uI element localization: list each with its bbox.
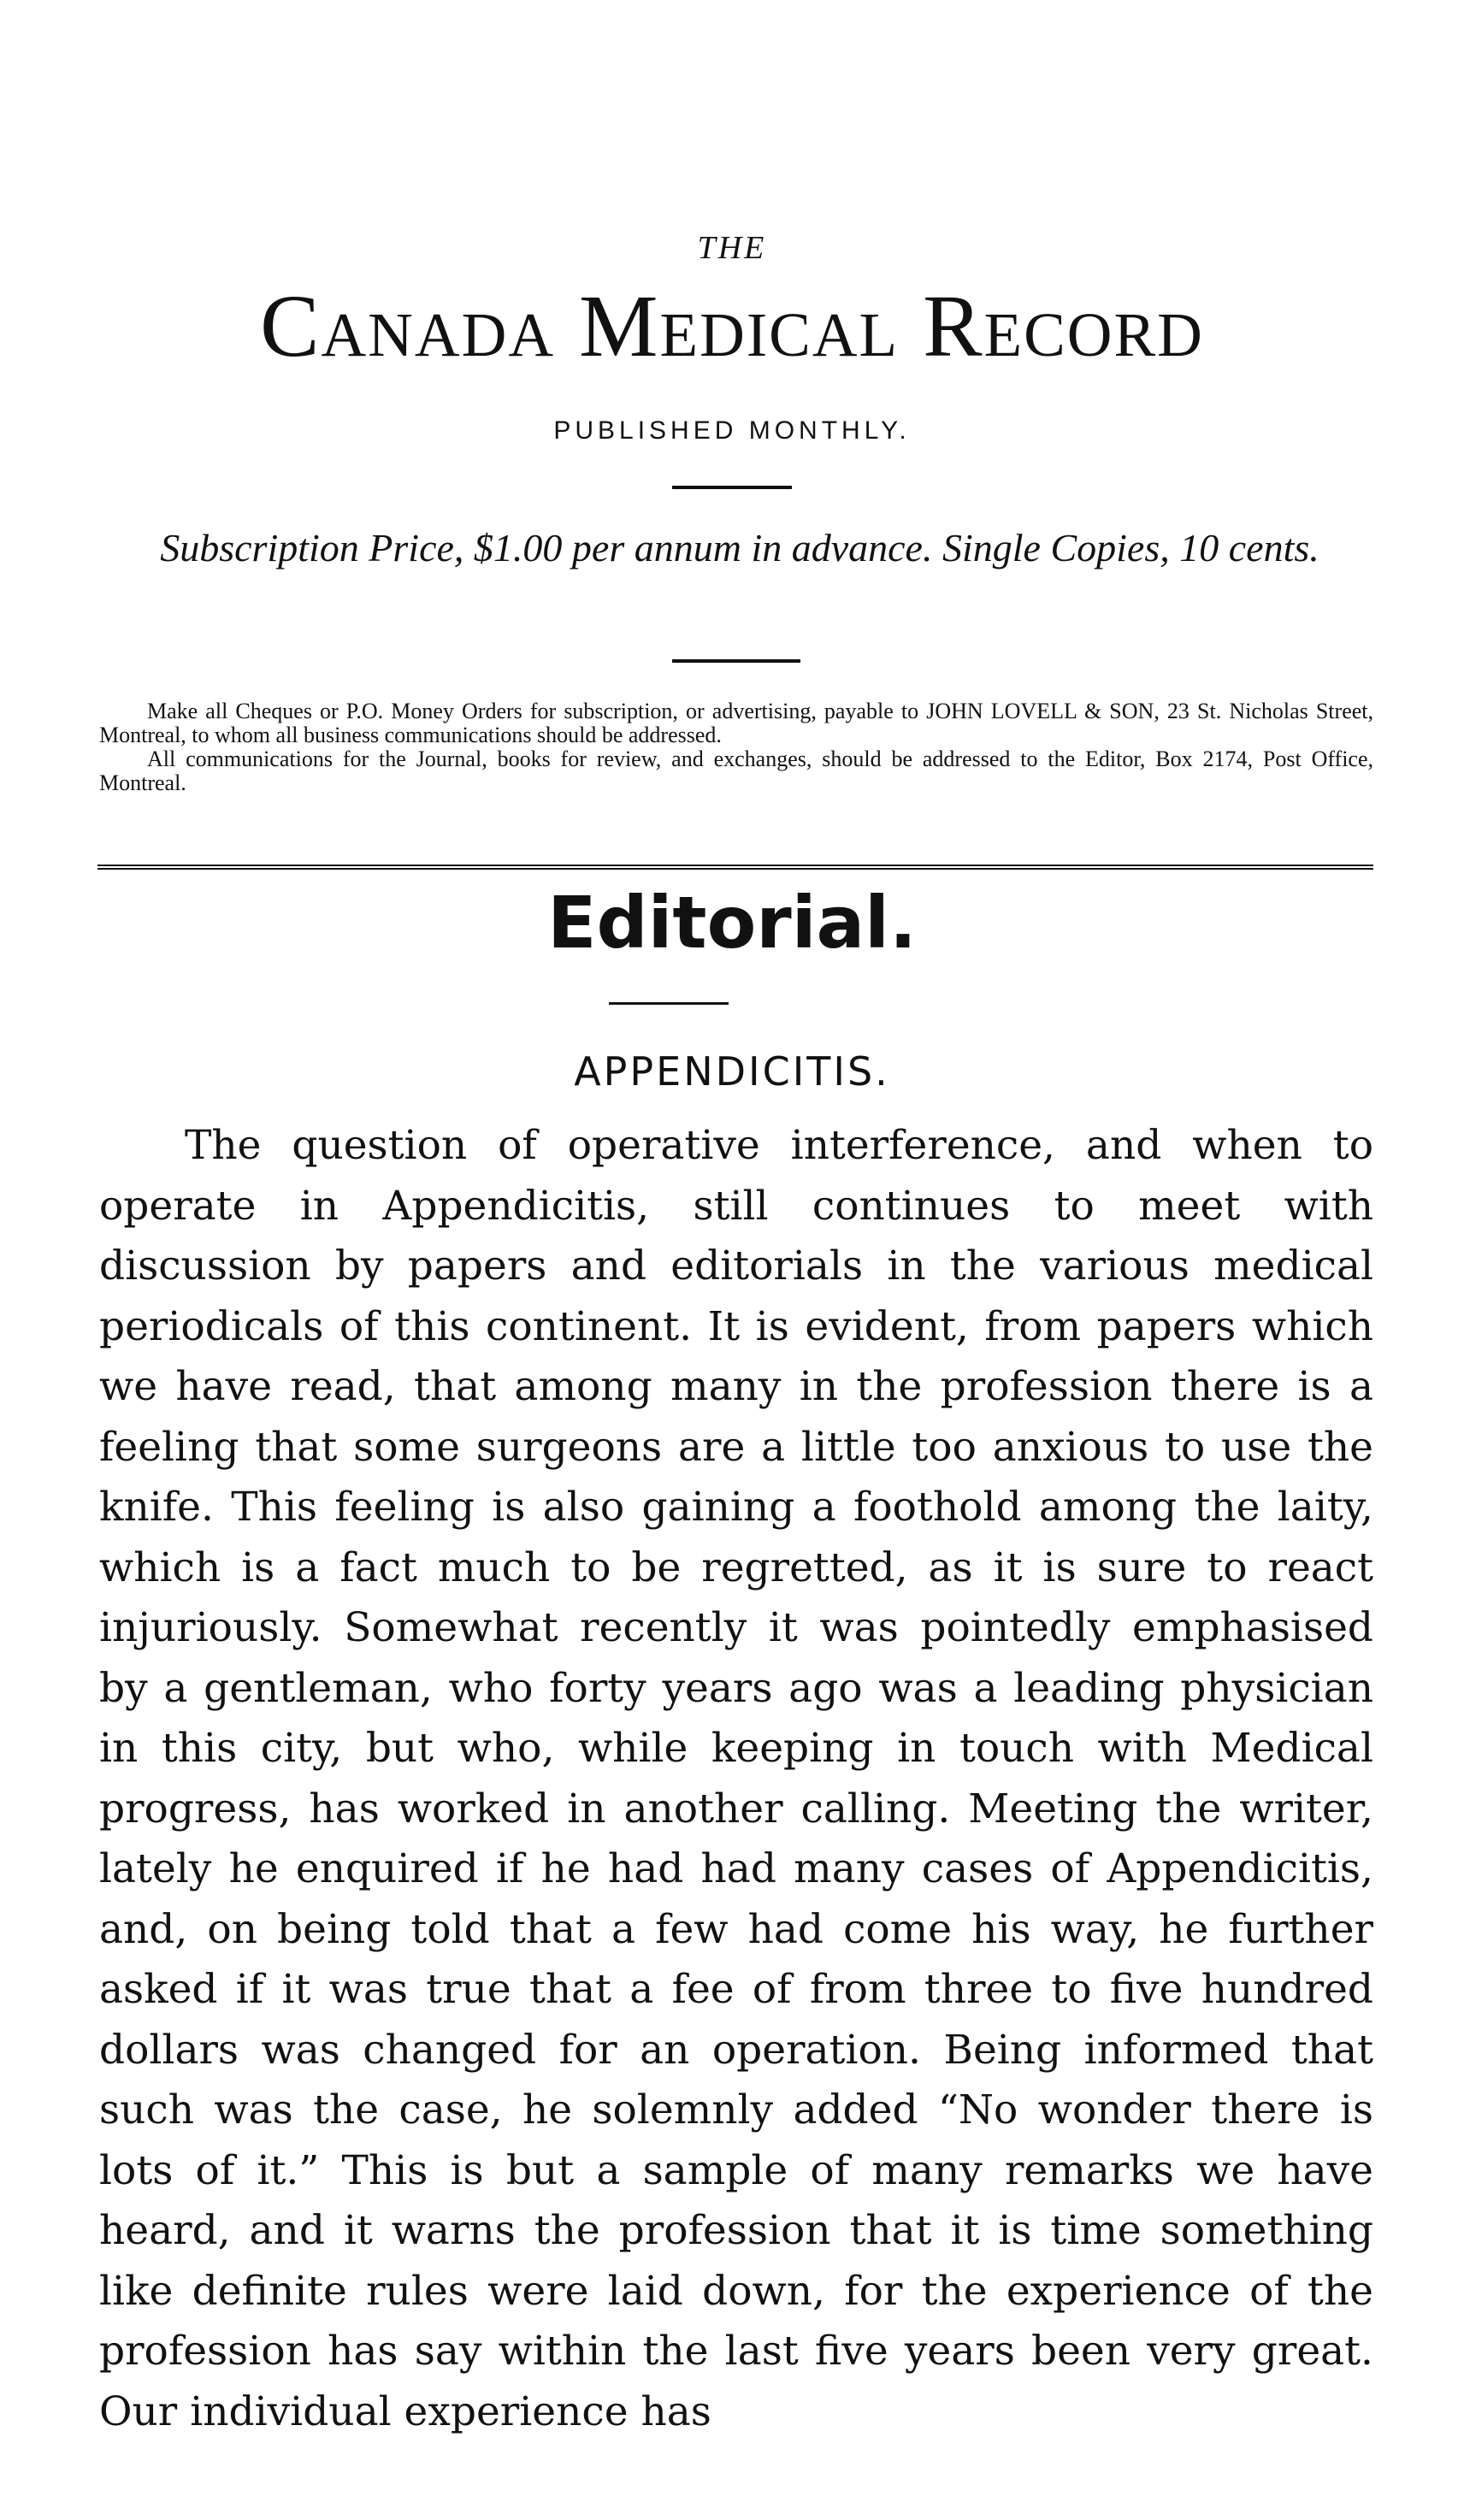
article-title: APPENDICITIS.: [574, 1048, 890, 1095]
publisher-notice: [99, 699, 1373, 795]
divider-rule: [609, 1002, 729, 1005]
article-body: [99, 1116, 1373, 2442]
section-divider: [97, 865, 1373, 870]
article-paragraph: The question of operative interference, and when to operate in Appendicitis, still continues to meet with discussion by papers and editorials in the various medical periodicals of this continent. It is evident, from papers which we have read, that among many in the profession there is a feeling that some surgeons are a little too anxious to use the knife. This feeling is also gaining a foothold among the laity, which is a fact much to be regretted, as it is sure to react injuriously. Somewhat recently it was pointedly emphasised by a gentleman, who forty years ago was a leading physician in this city, but who, while keeping in touch with Medical progress, has worked in another calling. Meeting the writer, lately he enquired if he had had many cases of Appendicitis, and, on being told that a few had come his way, he further asked if it was true that a fee of from three to five hundred dollars was changed for an operation. Being informed that such was the case, he solemnly added “No wonder there is lots of it.” This is but a sample of many remarks we have heard, and it warns the profession that it is time something like definite rules were laid down, for the experience of the profession has say within the last five years been very great. Our individual experience has: [99, 1122, 1373, 2435]
divider-rule: [672, 659, 800, 663]
section-title: Editorial.: [547, 881, 917, 965]
payment-notice: Make all Cheques or P.O. Money Orders for subscription, or advertising, payable to JOHN LOVELL & SON, 23 St. Nicholas Street, Montreal, to whom all business communications should be addressed.: [99, 699, 1373, 747]
subscription-price: Subscription Price, $1.00 per annum in advance. Single Copies, 10 cents.: [160, 526, 1319, 570]
correspondence-notice: All communications for the Journal, books for review, and exchanges, should be addressed to the Editor, Box 2174, Post Office, Montreal.: [99, 747, 1373, 795]
masthead-article: THE: [697, 230, 767, 266]
divider-rule: [672, 486, 792, 489]
journal-title: Canada Medical Record: [260, 277, 1204, 375]
publication-frequency: PUBLISHED MONTHLY.: [553, 416, 911, 445]
